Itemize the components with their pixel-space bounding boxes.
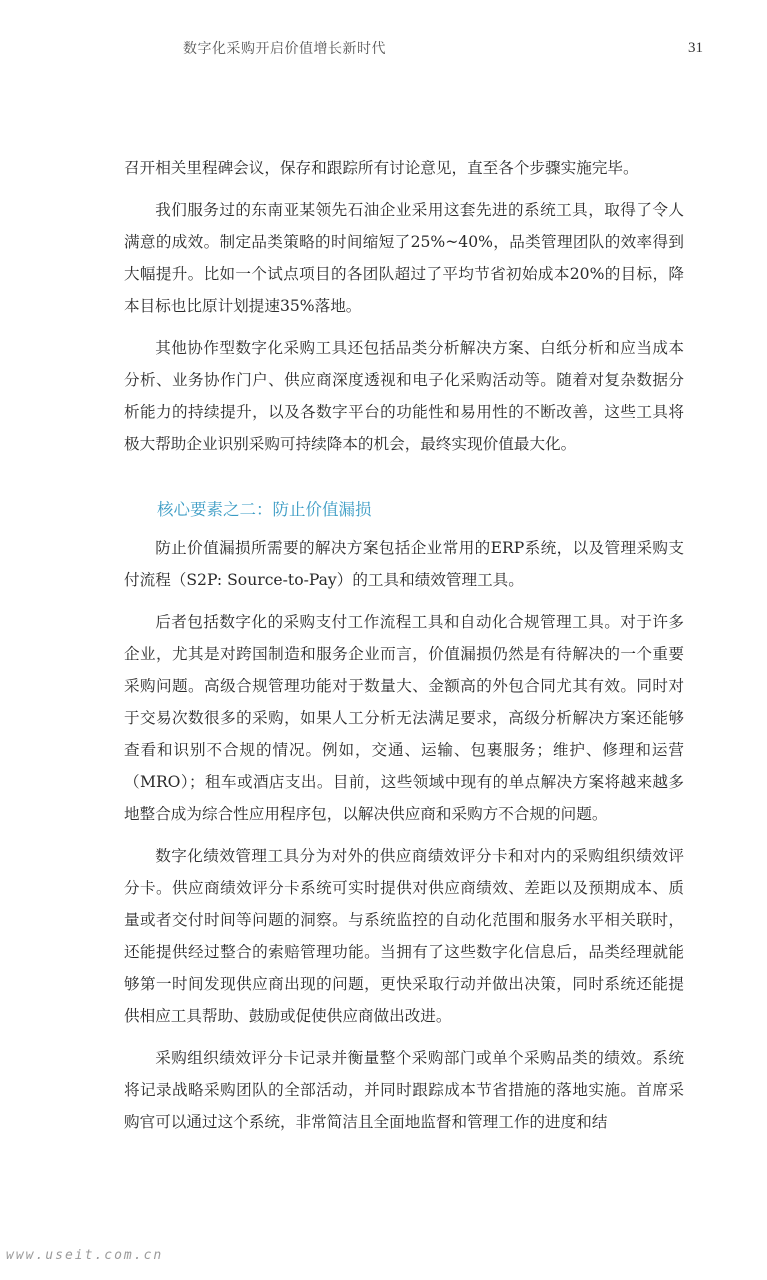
paragraph-1: 召开相关里程碑会议，保存和跟踪所有讨论意见，直至各个步骤实施完毕。 — [124, 159, 639, 177]
paragraph-4: 防止价值漏损所需要的解决方案包括企业常用的ERP系统，以及管理采购支付流程（S2P: Source-to-Pay）的工具和绩效管理工具。 — [124, 539, 684, 589]
paragraph-3: 其他协作型数字化采购工具还包括品类分析解决方案、白纸分析和应当成本分析、业务协作门户、供应商深度透视和电子化采购活动等。随着对复杂数据分析能力的持续提升，以及各数字平台的功能性和易用性的不断改善，这些工具将极大帮助企业识别采购可持续降本的机会，最终实现价值最大化。 — [124, 339, 684, 453]
page-number: 31 — [688, 40, 703, 56]
page-header — [0, 38, 767, 68]
watermark: www.useit.com.cn — [6, 1248, 164, 1263]
running-title: 数字化采购开启价值增长新时代 — [183, 41, 386, 57]
paragraph-7: 采购组织绩效评分卡记录并衡量整个采购部门或单个采购品类的绩效。系统将记录战略采购团队的全部活动，并同时跟踪成本节省措施的落地实施。首席采购官可以通过这个系统，非常简洁且全面地监督和管理工作的进度和结 — [124, 1049, 684, 1131]
body-text — [124, 152, 684, 1148]
paragraph-2: 我们服务过的东南亚某领先石油企业采用这套先进的系统工具，取得了令人满意的成效。制定品类策略的时间缩短了25%~40%，品类管理团队的效率得到大幅提升。比如一个试点项目的各团队超过了平均节省初始成本20%的目标，降本目标也比原计划提速35%落地。 — [124, 201, 684, 315]
paragraph-6: 数字化绩效管理工具分为对外的供应商绩效评分卡和对内的采购组织绩效评分卡。供应商绩效评分卡系统可实时提供对供应商绩效、差距以及预期成本、质量或者交付时间等问题的洞察。与系统监控的自动化范围和服务水平相关联时，还能提供经过整合的索赔管理功能。当拥有了这些数字化信息后，品类经理就能够第一时间发现供应商出现的问题，更快采取行动并做出决策，同时系统还能提供相应工具帮助、鼓励或促使供应商做出改进。 — [124, 847, 684, 1025]
section-heading: 核心要素之二：防止价值漏损 — [157, 500, 372, 519]
paragraph-5: 后者包括数字化的采购支付工作流程工具和自动化合规管理工具。对于许多企业，尤其是对跨国制造和服务企业而言，价值漏损仍然是有待解决的一个重要采购问题。高级合规管理功能对于数量大、金额高的外包合同尤其有效。同时对于交易次数很多的采购，如果人工分析无法满足要求，高级分析解决方案还能够查看和识别不合规的情况。例如，交通、运输、包裹服务；维护、修理和运营（MRO）；租车或酒店支出。目前，这些领域中现有的单点解决方案将越来越多地整合成为综合性应用程序包，以解决供应商和采购方不合规的问题。 — [124, 613, 684, 823]
